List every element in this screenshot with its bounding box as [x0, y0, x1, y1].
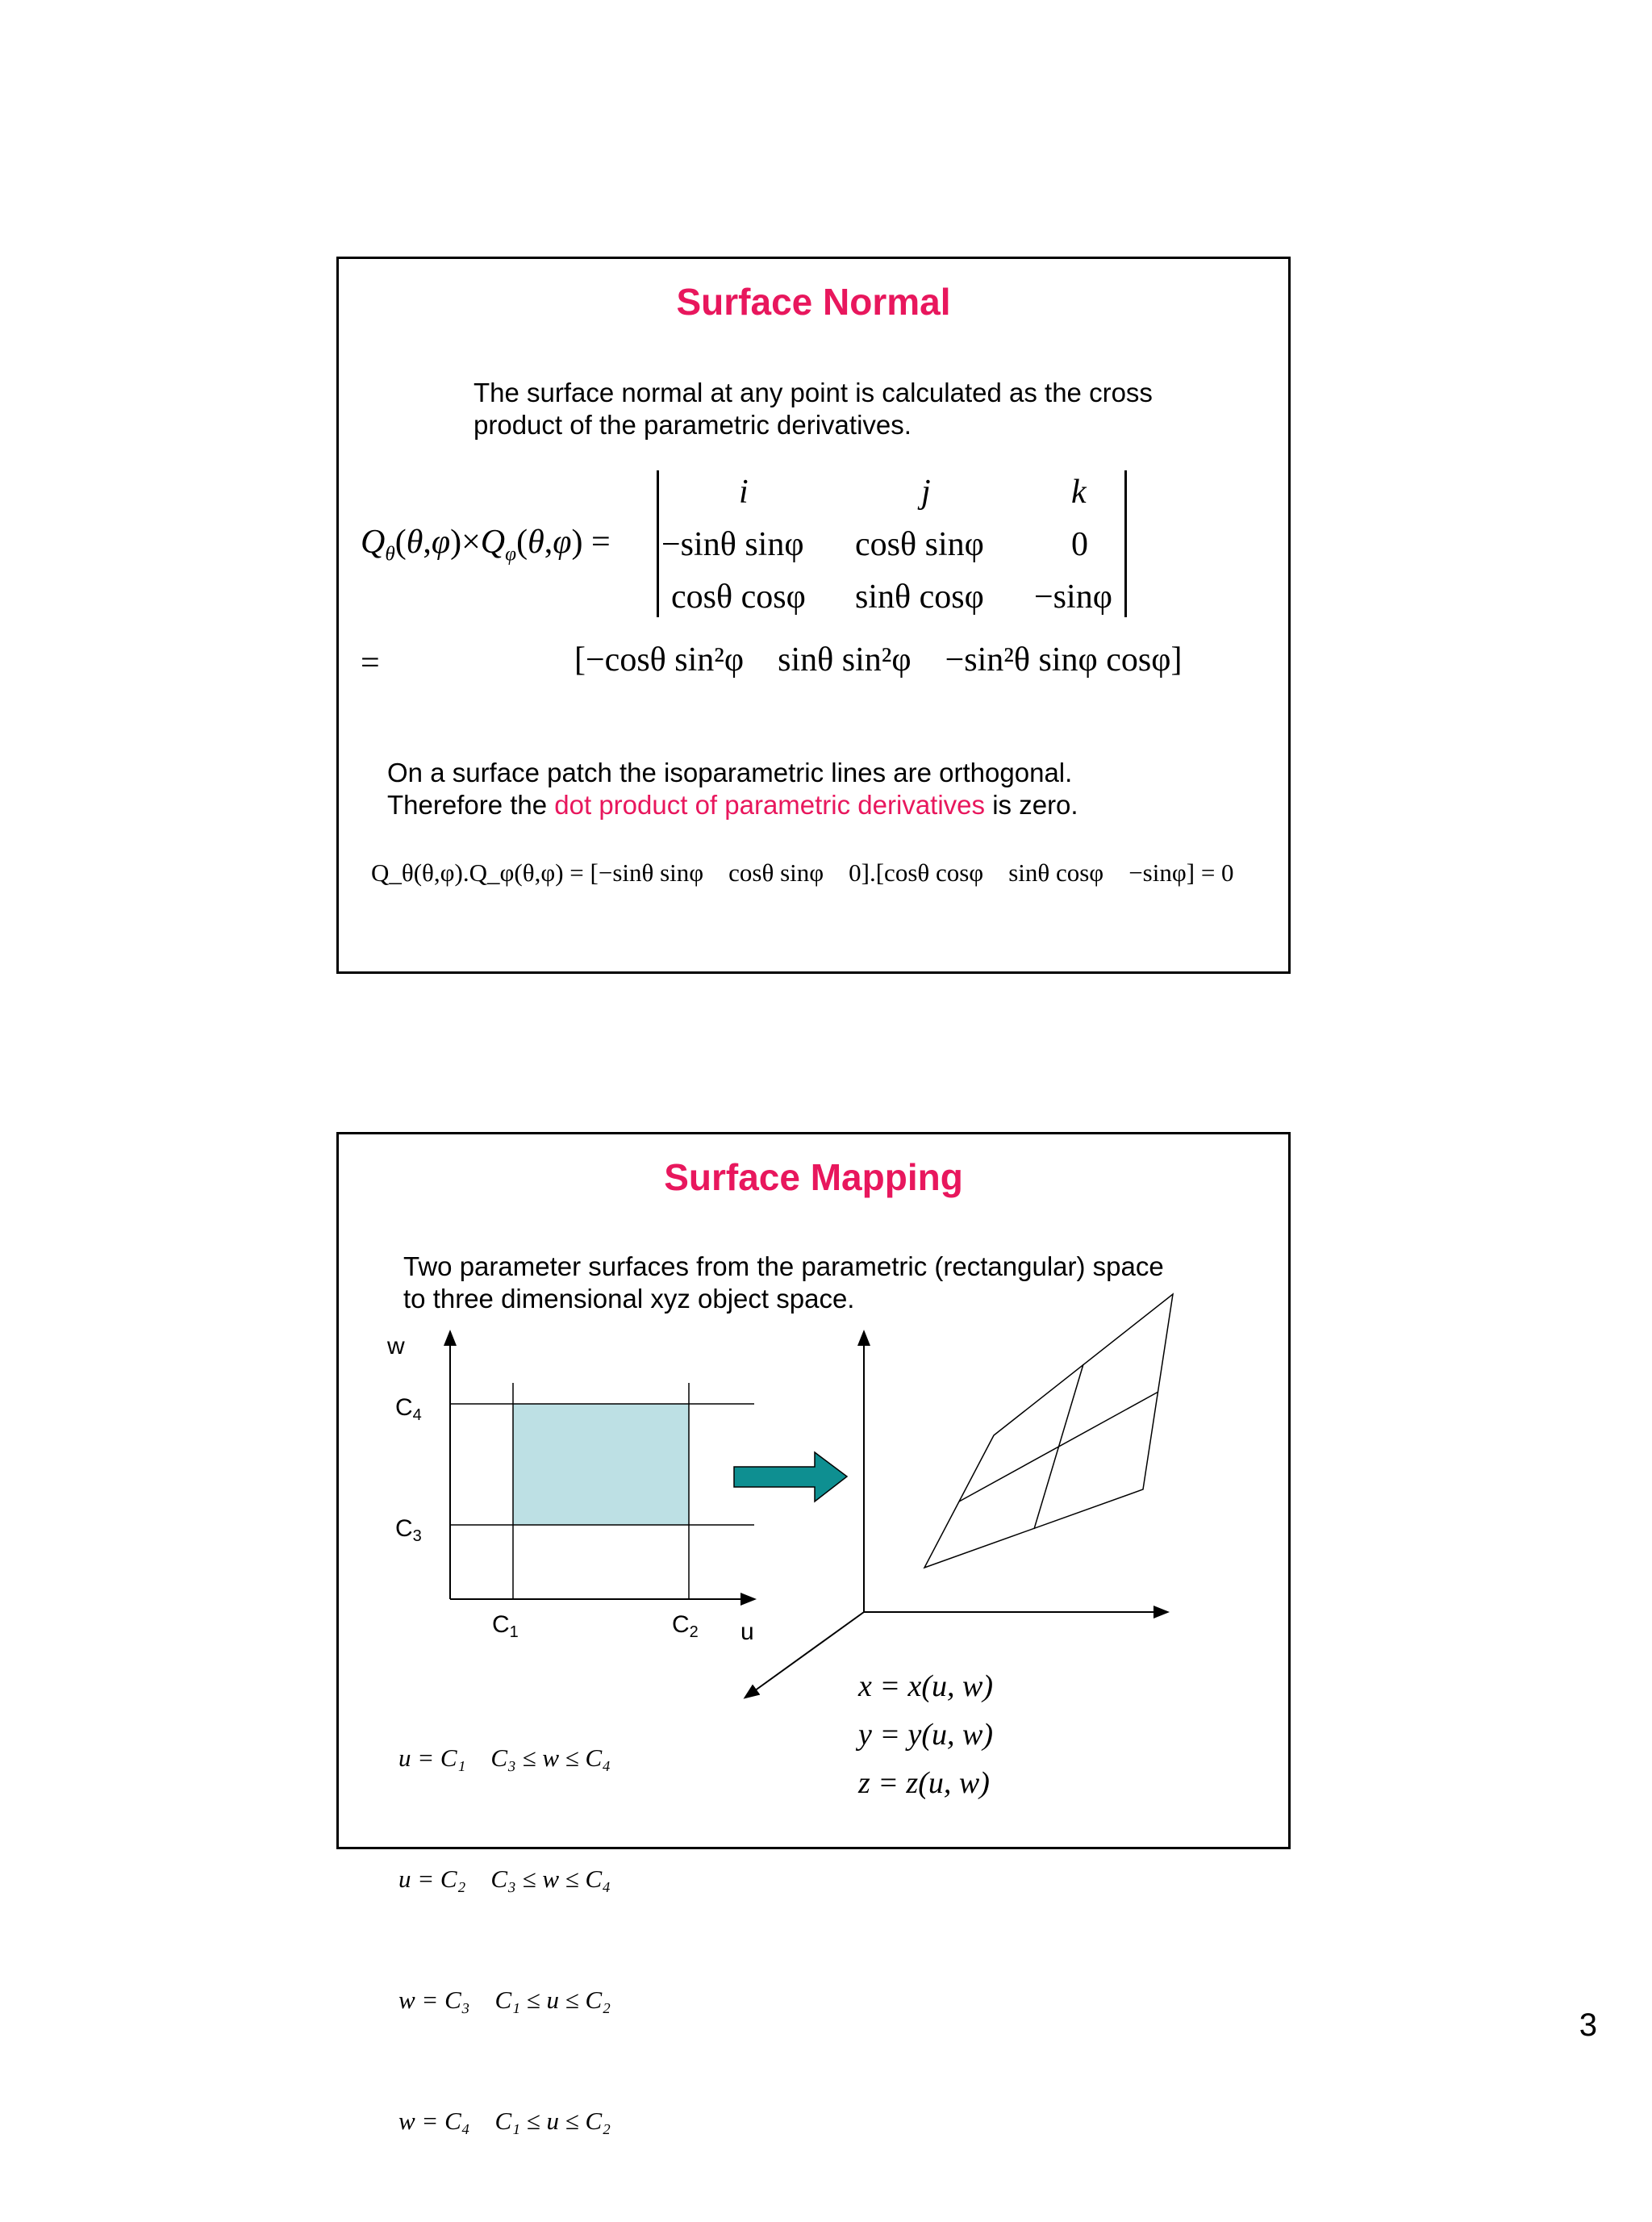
label-c3 — [395, 1515, 422, 1545]
matrix-cell-r2c2: cosθ sinφ — [855, 526, 984, 563]
label-c4 — [395, 1394, 422, 1424]
cross-product-lhs: $Q_\theta(\theta,\varphi)\times Q_\varphi(\theta,\varphi)$ = — [361, 524, 611, 566]
matrix-cell-r3c3: −sinφ — [1034, 578, 1112, 616]
intro-line-1: The surface normal at any point is calculated as the cross — [473, 378, 1153, 407]
z-axis-3d — [749, 1612, 864, 1695]
determinant-right-bar — [1124, 470, 1127, 617]
mapping-x: x = x(u, w) — [858, 1669, 994, 1703]
slide-title: Surface Mapping — [664, 1156, 963, 1198]
label-w: w — [387, 1333, 405, 1360]
intro-text — [473, 377, 1153, 441]
mapping-z: z = z(u, w) — [858, 1766, 990, 1800]
c1-letter: C — [492, 1611, 510, 1638]
object-surface-patch — [924, 1294, 1173, 1568]
isoparametric-line-w — [959, 1392, 1158, 1502]
label-u: u — [740, 1618, 754, 1645]
orthogonal-line-1: On a surface patch the isoparametric lines are orthogonal. — [387, 758, 1073, 787]
constraint-1: u = C₁ C₃ ≤ w ≤ C₄ — [398, 1744, 611, 1772]
matrix-cell-r3c2: sinθ cosφ — [855, 578, 984, 616]
constraint-3: w = C₃ C₁ ≤ u ≤ C₂ — [398, 1986, 611, 2014]
page-number: 3 — [1579, 2007, 1597, 2043]
parametric-patch — [513, 1404, 689, 1525]
intro-line-2: to three dimensional xyz object space. — [403, 1284, 855, 1314]
mapping-arrow-icon — [734, 1452, 847, 1502]
result-equals-sign: = — [361, 645, 380, 682]
orthogonal-line-2-start: Therefore the — [387, 790, 555, 820]
matrix-cell-k: k — [1071, 474, 1087, 511]
slide-surface-normal — [336, 257, 1291, 974]
c3-letter: C — [395, 1515, 413, 1542]
c4-letter: C — [395, 1394, 413, 1421]
matrix-cell-i: i — [739, 474, 749, 511]
c2-letter: C — [672, 1611, 690, 1638]
mapping-functions — [858, 1662, 993, 1807]
slide-title: Surface Normal — [676, 281, 951, 323]
mapping-y: y = y(u, w) — [858, 1718, 994, 1752]
label-c2 — [672, 1611, 699, 1641]
orthogonal-text — [387, 757, 1078, 821]
c1-subscript: 1 — [509, 1623, 519, 1641]
constraint-2: u = C₂ C₃ ≤ w ≤ C₄ — [398, 1865, 611, 1893]
c4-subscript: 4 — [412, 1406, 422, 1424]
orthogonal-line-2-end: is zero. — [985, 790, 1078, 820]
constraint-4: w = C₄ C₁ ≤ u ≤ C₂ — [398, 2107, 611, 2135]
dot-product-equation: Q_θ(θ,φ).Q_φ(θ,φ) = [−sinθ sinφ cosθ sinφ 0].[cosθ cosφ sinθ cosφ −sinφ] = 0 — [371, 858, 1234, 887]
matrix-cell-j: j — [921, 474, 931, 511]
label-c1 — [492, 1611, 519, 1641]
slide-surface-mapping — [336, 1132, 1291, 2135]
highlight-dot-product: dot product of parametric derivatives — [554, 790, 986, 820]
intro-line-2: product of the parametric derivatives. — [473, 410, 912, 440]
determinant-left-bar — [657, 470, 659, 617]
constraint-list — [398, 1657, 611, 2222]
cross-product-result: [−cosθ sin²φ sinθ sin²φ −sin²θ sinφ cosφ] — [574, 641, 1183, 679]
c3-subscript: 3 — [412, 1527, 422, 1545]
orthogonal-line-2 — [387, 789, 1078, 821]
matrix-cell-r2c3: 0 — [1071, 526, 1088, 563]
intro-line-1: Two parameter surfaces from the parametric (rectangular) space — [403, 1251, 1164, 1281]
matrix-cell-r2c1: −sinθ sinφ — [661, 526, 804, 563]
c2-subscript: 2 — [689, 1623, 699, 1641]
matrix-cell-r3c1: cosθ cosφ — [671, 578, 806, 616]
